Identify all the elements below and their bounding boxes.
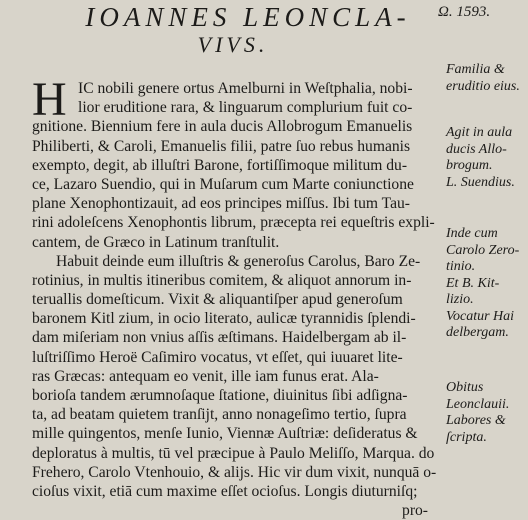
text-line: rini adoleſcens Xenophontis librum, præcepta rei equeſtris expli-	[32, 214, 435, 232]
margin-note-court	[446, 125, 528, 191]
margin-note-line: lizio.	[446, 292, 474, 307]
margin-note-line: L. Suendius.	[446, 174, 515, 190]
text-line: Habuit deinde eum illuſtris & generoſus Carolus, Baro Ze-	[56, 252, 421, 270]
text-line: mille quingentos, menſe Iunio, Viennæ Auſtriæ: deſideratus &	[32, 425, 418, 443]
margin-note-line: ducis Allo-	[446, 141, 507, 157]
text-line: ras Græcas: antequam eo venit, ille iam funus erat. Ala-	[32, 367, 379, 385]
text-line: exempto, degit, ab illuſtri Barone, fortiſſimoque militum du-	[32, 156, 408, 174]
text-line: ta, ad beatam quietem tranſijt, anno nonageſimo tertio, ſupra	[32, 406, 407, 424]
text-line: teruallis domeſticum. Vixit & aliquantiſper apud generoſum	[32, 291, 403, 309]
margin-note-line: Carolo Zero-	[446, 242, 520, 258]
text-line: Frehero, Carolo Vtenhouio, & alijs. Hic vir dum vixit, nunquā o-	[32, 463, 437, 481]
margin-note-travels	[446, 226, 528, 342]
text-line: dam miſeriam non vnius aſſis æſtimans. Haidelbergam ab il-	[32, 329, 407, 347]
text-line: gnitione. Biennium fere in aula ducis Allobrogum Emanuelis	[32, 118, 413, 136]
drop-capital: H	[32, 73, 67, 126]
margin-note-death	[446, 380, 528, 446]
margin-note-line: delbergam.	[446, 325, 509, 340]
text-line: rotinius, in multis itineribus comitem, & aliquot annorum in-	[32, 271, 412, 289]
margin-note-line: Familia &	[446, 62, 505, 77]
catchword: pro-	[402, 502, 428, 520]
margin-note-line: Vocatur Hai	[446, 308, 515, 324]
text-line: cantem, de Græco in Latinum tranſtulit.	[32, 233, 280, 251]
title-line-2: VIVS.	[197, 32, 269, 57]
margin-note-line: tinio.	[446, 259, 476, 274]
page-title	[58, 2, 438, 58]
text-line: IC nobili genere ortus Amelburni in Weſtphalia, nobi-	[78, 80, 413, 97]
margin-note-line: Inde cum	[446, 226, 498, 241]
margin-note-line: brogum.	[446, 158, 493, 173]
text-line: Philiberti, & Caroli, Emanuelis filii, patre ſuo rebus humanis	[32, 137, 411, 155]
text-line: cioſus vixit, etiā cum maxime eſſet ocioſus. Longis diuturniſq;	[32, 482, 418, 500]
margin-note-line: eruditio eius.	[446, 78, 520, 94]
text-line: luſtriſſimo Heroë Caſimiro vocatus, vt eſſet, qui iuuaret lite-	[32, 348, 403, 366]
margin-note-line: Leonclauii.	[446, 396, 510, 412]
text-line: baronem Kitl zium, in ocio literato, aulicæ tyrannidis ſplendi-	[32, 310, 416, 328]
year-marker: Ω. 1593.	[438, 4, 491, 20]
margin-note-family	[446, 62, 528, 95]
title-line-1: IOANNES LEONCLA-	[85, 2, 411, 32]
margin-note-line: Labores &	[446, 413, 506, 428]
text-line: ce, Lazaro Suendio, qui in Muſarum cum Marte coniunctione	[32, 175, 414, 193]
text-line: deploratus à multis, tū vel præcipue à Paulo Meliſſo, Marqua. do	[32, 444, 435, 462]
text-line: borioſa tandem ærumnoſaque ſtatione, diuinitus ſibi adſigna-	[32, 387, 408, 404]
margin-note-line: Obitus	[446, 380, 484, 395]
margin-note-line: Et B. Kit-	[446, 275, 500, 291]
text-line: plane Xenophontizauit, ad eos principes miſſus. Ibi tum Tau-	[32, 195, 410, 213]
margin-note-line: ſcripta.	[446, 429, 487, 445]
text-line: lior eruditione rara, & linguarum complurium fuit co-	[78, 99, 413, 117]
margin-note-line: Agit in aula	[446, 125, 513, 140]
main-text	[32, 73, 442, 520]
